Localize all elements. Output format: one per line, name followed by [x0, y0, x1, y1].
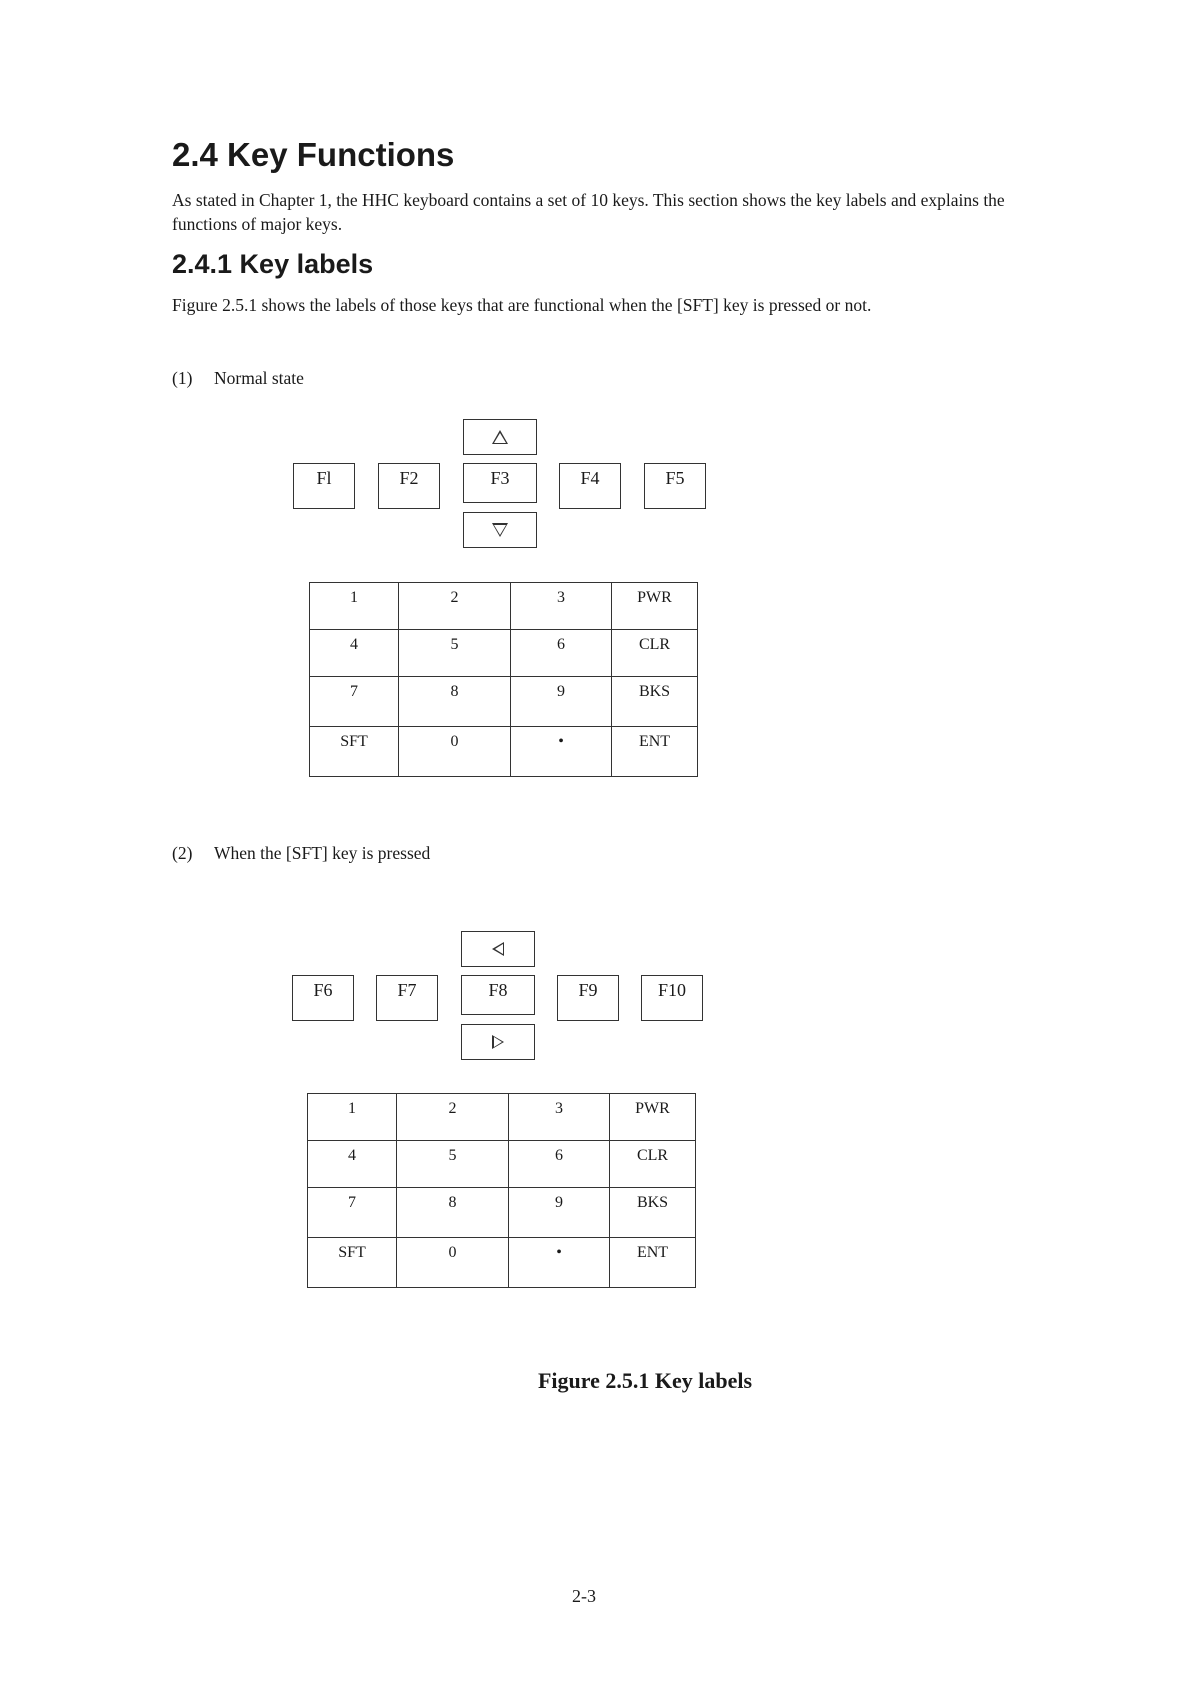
function-key-f9: F9: [557, 975, 619, 1021]
keypad-key: 7: [308, 1188, 397, 1238]
function-key-f2: F2: [378, 463, 440, 509]
state-2-heading: [172, 843, 430, 864]
keypad-row: [310, 677, 698, 727]
up-triangle-icon: [492, 430, 508, 444]
keypad-key: 1: [308, 1094, 397, 1141]
subsection-title: 2.4.1 Key labels: [172, 249, 374, 279]
section-title: 2.4 Key Functions: [172, 136, 455, 173]
state-1-heading: [172, 368, 304, 389]
keypad-key: 0: [397, 1238, 509, 1288]
keypad-key: 6: [509, 1141, 610, 1188]
function-key-f5: F5: [644, 463, 706, 509]
keypad-row: [308, 1094, 696, 1141]
figure-caption: [0, 1368, 1198, 1394]
keypad-key: SFT: [308, 1238, 397, 1288]
state-2-label: When the [SFT] key is pressed: [214, 843, 431, 863]
right-triangle-icon: [492, 1035, 504, 1049]
keypad-key: BKS: [612, 677, 698, 727]
keypad-key: 3: [511, 583, 612, 630]
keypad-row: [310, 630, 698, 677]
keypad-key: 0: [399, 727, 511, 777]
keypad-key: 2: [397, 1094, 509, 1141]
keypad-key: CLR: [610, 1141, 696, 1188]
left-triangle-icon: [492, 942, 504, 956]
function-key-f8: F8: [461, 975, 535, 1015]
keypad-key: BKS: [610, 1188, 696, 1238]
keypad-key: •: [511, 727, 612, 777]
function-key-f10: F10: [641, 975, 703, 1021]
keypad-key: 6: [511, 630, 612, 677]
keypad-key: 5: [399, 630, 511, 677]
keypad-key: 4: [310, 630, 399, 677]
down-triangle-icon: [492, 523, 508, 537]
keypad-key: •: [509, 1238, 610, 1288]
state-1-label: Normal state: [214, 368, 304, 388]
keypad-row: [310, 583, 698, 630]
keypad-shift: [307, 1093, 696, 1288]
keypad-key: ENT: [610, 1238, 696, 1288]
down-arrow-key: [463, 512, 537, 548]
keypad-key: 3: [509, 1094, 610, 1141]
keypad-key: 9: [511, 677, 612, 727]
section-intro: As stated in Chapter 1, the HHC keyboard contains a set of 10 keys. This section shows the key labels and explains the functions of major keys.: [172, 190, 1005, 234]
function-key-f4: F4: [559, 463, 621, 509]
figure-caption-text: Figure 2.5.1 Key labels: [537, 1368, 753, 1393]
keypad-key: 8: [399, 677, 511, 727]
keypad-key: 4: [308, 1141, 397, 1188]
left-arrow-key: [461, 931, 535, 967]
keypad-key: PWR: [612, 583, 698, 630]
up-arrow-key: [463, 419, 537, 455]
keypad-row: [308, 1141, 696, 1188]
keypad-normal: [309, 582, 698, 777]
keypad-key: 2: [399, 583, 511, 630]
keypad-key: 5: [397, 1141, 509, 1188]
keypad-key: 7: [310, 677, 399, 727]
keypad-key: 8: [397, 1188, 509, 1238]
keypad-key: 1: [310, 583, 399, 630]
keypad-key: 9: [509, 1188, 610, 1238]
function-key-f1: Fl: [293, 463, 355, 509]
keypad-key: PWR: [610, 1094, 696, 1141]
keypad-key: ENT: [612, 727, 698, 777]
page-number-text: 2-3: [572, 1586, 596, 1606]
function-key-f6: F6: [292, 975, 354, 1021]
keypad-key: CLR: [612, 630, 698, 677]
state-1-number: (1): [172, 368, 193, 388]
keypad-row: [310, 727, 698, 777]
right-arrow-key: [461, 1024, 535, 1060]
page-number: [0, 1586, 1198, 1607]
subsection-intro: Figure 2.5.1 shows the labels of those keys that are functional when the [SFT] key is pressed or not.: [172, 295, 872, 315]
function-key-f7: F7: [376, 975, 438, 1021]
state-2-number: (2): [172, 843, 193, 863]
keypad-row: [308, 1238, 696, 1288]
function-key-f3: F3: [463, 463, 537, 503]
keypad-key: SFT: [310, 727, 399, 777]
keypad-row: [308, 1188, 696, 1238]
